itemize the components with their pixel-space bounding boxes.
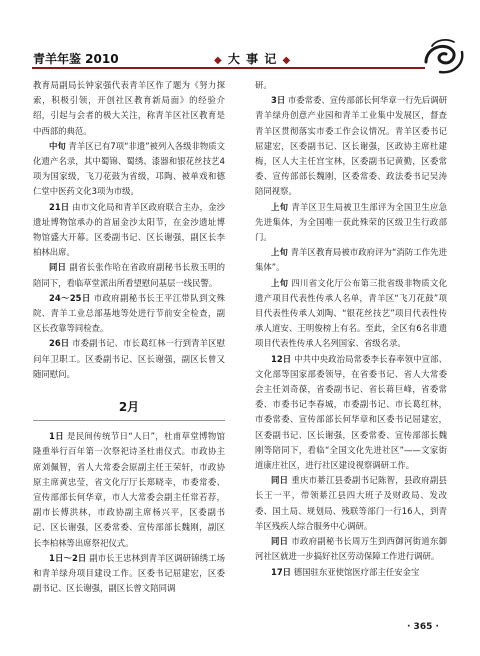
event-entry: [255, 565, 447, 580]
event-entry: [33, 291, 225, 337]
event-date: 1日: [49, 431, 64, 442]
event-text: 是民间传统节日“人日”，杜甫草堂博物馆隆重举行百年第一次祭祀诗圣杜甫仪式。市政协主席刘佩智，省人大常委会原副主任王荣轩，市政协原主席黄忠莹，省文化厅厅长郑晓幸，市委常委、宣传部部长何华章，市人大常委会副主任常若荐，副市长傅洪林，市政协副主席杨兴平，区委副书记、区长谢强，区委常委、宣传部部长魏刚，副区长李柏林等出席祭祀仪式。: [33, 431, 225, 548]
continued-paragraph: 教育局副局长钟家强代表青羊区作了题为《努力探索，积极引领，开创社区教育新局面》的经验介绍，引起与会者的极大关注，称青羊区社区教育是中西部的典范。: [33, 80, 225, 136]
event-date: 12日: [271, 353, 292, 364]
section-title-text: 大 事 记: [227, 52, 278, 66]
event-date: 1日～2日: [49, 552, 87, 563]
month-divider: [33, 420, 225, 421]
event-date: 24～25日: [49, 292, 91, 303]
event-text: 德国驻东亚使馆医疗部主任安金宝: [293, 566, 420, 577]
event-text: 中共中央政治局常委李长春率领中宣部、文化部等国家部委领导，在省委书记、省人大常委会主任刘奇葆，省委副书记、省长蒋巨峰，省委常委、市委书记李春城，市委副书记、市长葛红林，市委常委、宣传部部长何华章和区委书记屈建宏，区委副书记、区长谢强，区委常委、宣传部部长魏刚等陪同下，看临“全国文化先进社区”——文家街道康庄社区，进行社区建设视察调研工作。: [255, 353, 448, 471]
event-text: 市委常委、宣传部部长何华章一行先后调研青羊绿舟创意产业园和青羊工业集中发展区，督查青羊区贯彻落实市委工作会议情况。青羊区委书记屈建宏，区委副书记、区长谢强，区政协主席杜建梅，区人大主任宫宝林，区委副书记黄勤，区委常委、宣传部部长魏刚，区委常委、政法委书记吴涛陪同视察。: [255, 95, 447, 197]
event-text: 青羊区教育局被市政府评为“消防工作先进集体”。: [255, 247, 448, 273]
event-text: 四川省文化厅公布第三批省级非物质文化遗产项目代表性传承人名单，青羊区“飞刀花鼓”项目代表性传承人刘陶、“银花丝技艺”项目代表性传承人道安、王明俊榜上有名。至此，全区有6名非遗项目代表性传承人名列国家、省级名录。: [255, 277, 448, 349]
right-column: [255, 78, 447, 580]
event-text: 由市文化局和青羊区政府联合主办，金沙遗址博物馆承办的首届金沙太阳节，在金沙遗址博物馆盛大开幕。区委副书记、区长谢强，副区长李柏林出席。: [33, 201, 226, 258]
month-heading: 2月: [118, 400, 140, 415]
event-entry: [255, 276, 447, 352]
event-date: 21日: [49, 201, 70, 212]
event-text: 青羊区已有7项“非遗”被列入各级非物质文化遗产名录，其中蜀锦、蜀绣、漆器和银花丝技艺4项为国家级，飞刀花鼓为省级，邛陶、被单戏和德仁堂中医药文化3项为市级。: [33, 140, 225, 197]
event-text: 市政府副秘书长王平江带队到文殊院、青羊工业总部基地等处进行节前安全检查，副区长孜靠等同检查。: [33, 292, 226, 334]
event-date: 同日: [271, 536, 289, 547]
page-header: [0, 0, 480, 70]
event-text: 市政府副秘书长周万生到西御河街道东御河社区就进一步搞好社区劳动保障工作进行调研。: [255, 536, 448, 562]
event-entry: [33, 429, 225, 551]
event-date: 同日: [49, 262, 67, 273]
event-text: 青羊区卫生局被卫生部评为全国卫生应急先进集体，为全国唯一获此殊荣的区级卫生行政部门。: [255, 201, 448, 243]
continued-paragraph: 研。: [255, 80, 272, 90]
event-date: 同日: [271, 475, 289, 486]
diamond-left-icon: ◆: [214, 55, 223, 66]
event-entry: [33, 139, 225, 200]
event-date: 3日: [271, 95, 286, 106]
event-date: 中旬: [49, 140, 66, 151]
event-date: 17日: [271, 566, 292, 577]
event-entry: [33, 336, 225, 382]
page-number: · 365 ·: [407, 622, 439, 632]
section-title: [214, 50, 291, 67]
event-entry: [255, 200, 447, 246]
event-text: 副市长王忠林到青羊区调研锦绣工场和青羊绿舟项目建设工作。区委书记屈建宏，区委副书记、区长谢强，副区长曾文陪同调: [33, 552, 226, 594]
diamond-right-icon: ◆: [282, 55, 292, 66]
event-entry: [255, 245, 447, 275]
event-entry: [33, 551, 225, 597]
event-date: 上旬: [271, 277, 289, 288]
yearbook-title: 青羊年鉴 2010: [33, 52, 119, 66]
swirl-logo-icon: [420, 36, 466, 76]
event-entry: [33, 200, 225, 261]
event-entry: [255, 534, 447, 564]
event-date: 上旬: [271, 247, 288, 258]
left-column: [33, 78, 225, 597]
header-rule: [32, 67, 425, 69]
event-entry: [33, 260, 225, 290]
event-entry: [255, 93, 447, 199]
event-text: 副省长张作哈在省政府副秘书长敖玉明的陪同下，看临草堂派出所看望慰问基层一线民警。: [33, 262, 226, 288]
event-entry: [255, 473, 447, 534]
event-date: 上旬: [271, 201, 289, 212]
event-date: 26日: [49, 338, 70, 349]
event-text: 重庆市綦江县委副书记陈智，县政府副县长王一平，带领綦江县四大班子及财政局、发改委、国土局、规划局、残联等部门一行16人，到青羊区残疾人综合服务中心调研。: [255, 475, 448, 531]
event-text: 市委副书记、市长葛红林一行到青羊区慰问年卫职工。区委副书记、区长谢强，副区长曾又随同慰问。: [33, 338, 226, 379]
event-entry: [255, 352, 447, 474]
